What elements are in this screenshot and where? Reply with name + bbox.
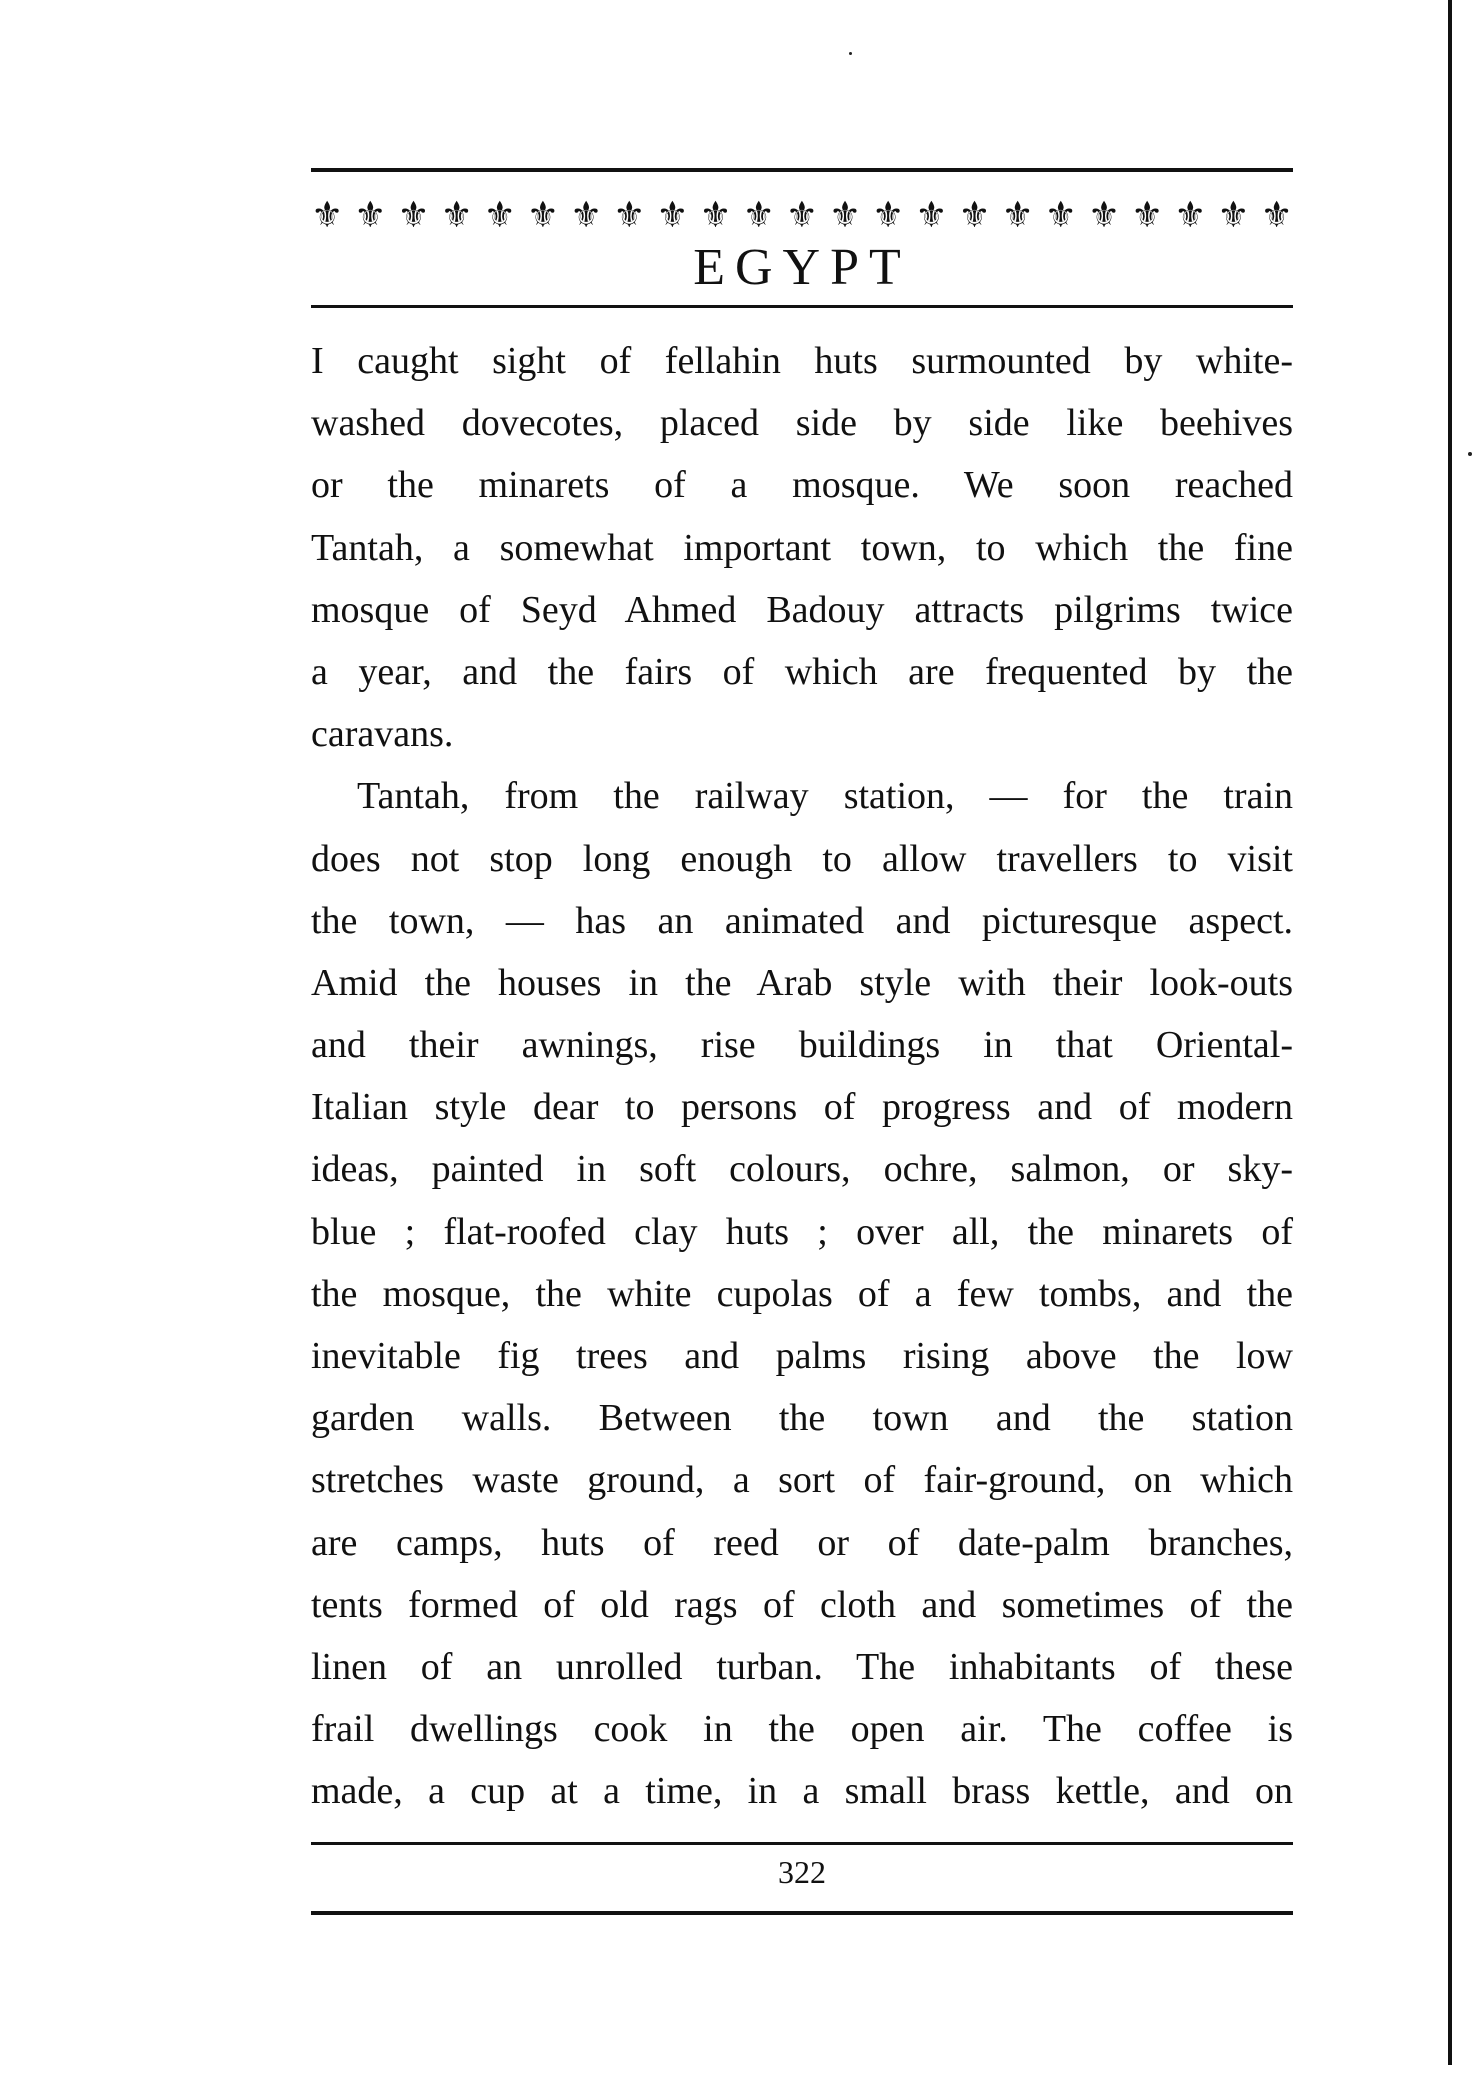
fleur-de-lis-icon: ⚜ — [785, 195, 818, 236]
text-line: Amid the houses in the Arab style with their look-outs — [311, 961, 1293, 1004]
fleur-de-lis-icon: ⚜ — [354, 195, 387, 236]
text-line: Tantah, from the railway station, — for the train — [357, 775, 1293, 818]
scan-speck — [849, 52, 852, 55]
fleur-de-lis-icon: ⚜ — [958, 195, 991, 236]
text-line: the mosque, the white cupolas of a few tombs, and the — [311, 1272, 1293, 1315]
fleur-de-lis-icon: ⚜ — [397, 195, 430, 236]
fleur-de-lis-icon: ⚜ — [828, 195, 862, 236]
text-line: a year, and the fairs of which are frequented by the — [311, 650, 1293, 693]
text-line: does not stop long enough to allow travellers to visit — [311, 837, 1293, 880]
fleur-de-lis-icon: ⚜ — [483, 195, 516, 236]
text-line: stretches waste ground, a sort of fair-ground, on which — [311, 1459, 1293, 1502]
fleur-de-lis-icon: ⚜ — [1260, 195, 1293, 236]
header-rule-top — [311, 168, 1293, 172]
scan-speck — [1468, 452, 1472, 456]
text-line: Italian style dear to persons of progress and of modern — [311, 1086, 1293, 1129]
text-line: blue ; flat-roofed clay huts ; over all, the minarets of — [311, 1210, 1293, 1253]
text-line: Tantah, a somewhat important town, to which the fine — [311, 526, 1293, 569]
text-line: washed dovecotes, placed side by side like beehives — [311, 402, 1293, 445]
text-line: ideas, painted in soft colours, ochre, salmon, or sky- — [311, 1148, 1293, 1191]
fleur-de-lis-icon: ⚜ — [526, 195, 560, 236]
fleur-de-lis-icon: ⚜ — [1087, 195, 1121, 236]
fleur-de-lis-icon: ⚜ — [440, 195, 473, 236]
fleur-de-lis-icon: ⚜ — [656, 195, 689, 236]
fleur-de-lis-icon: ⚜ — [569, 195, 603, 236]
page-number: 322 — [778, 1854, 826, 1890]
footer-rule-bottom — [311, 1911, 1293, 1915]
body-text — [311, 330, 1293, 1823]
text-line: I caught sight of fellahin huts surmounted by white- — [311, 340, 1293, 382]
text-line: linen of an unrolled turban. The inhabitants of these — [311, 1645, 1293, 1688]
text-line: mosque of Seyd Ahmed Badouy attracts pilgrims twice — [311, 588, 1293, 631]
text-line: and their awnings, rise buildings in that Oriental- — [311, 1024, 1293, 1067]
fleur-de-lis-icon: ⚜ — [311, 195, 344, 236]
text-line: garden walls. Between the town and the station — [311, 1397, 1293, 1440]
text-line: made, a cup at a time, in a small brass kettle, and on — [311, 1770, 1293, 1813]
fleur-de-lis-ornament-row — [311, 196, 1293, 236]
text-line: tents formed of old rags of cloth and sometimes of the — [311, 1583, 1293, 1626]
fleur-de-lis-icon: ⚜ — [1217, 195, 1250, 236]
fleur-de-lis-icon: ⚜ — [915, 195, 948, 236]
page-edge-line — [1448, 0, 1452, 2065]
running-head-title: EGYPT — [693, 239, 911, 296]
text-line: the town, — has an animated and picturesque aspect. — [311, 899, 1293, 942]
fleur-de-lis-icon: ⚜ — [699, 195, 732, 236]
text-line: frail dwellings cook in the open air. The coffee is — [311, 1708, 1293, 1751]
fleur-de-lis-icon: ⚜ — [1174, 195, 1207, 236]
text-line: caravans. — [311, 713, 454, 756]
fleur-de-lis-icon: ⚜ — [742, 195, 775, 236]
fleur-de-lis-icon: ⚜ — [872, 195, 905, 236]
text-line: or the minarets of a mosque. We soon reached — [311, 464, 1293, 507]
fleur-de-lis-icon: ⚜ — [1130, 195, 1164, 236]
fleur-de-lis-icon: ⚜ — [1001, 195, 1034, 236]
header-rule-bottom — [311, 305, 1293, 308]
fleur-de-lis-icon: ⚜ — [1044, 195, 1077, 236]
fleur-de-lis-icon: ⚜ — [613, 195, 646, 236]
text-line: are camps, huts of reed or of date-palm branches, — [311, 1521, 1293, 1564]
footer-rule-top — [311, 1842, 1293, 1845]
text-line: inevitable fig trees and palms rising above the low — [311, 1335, 1293, 1377]
